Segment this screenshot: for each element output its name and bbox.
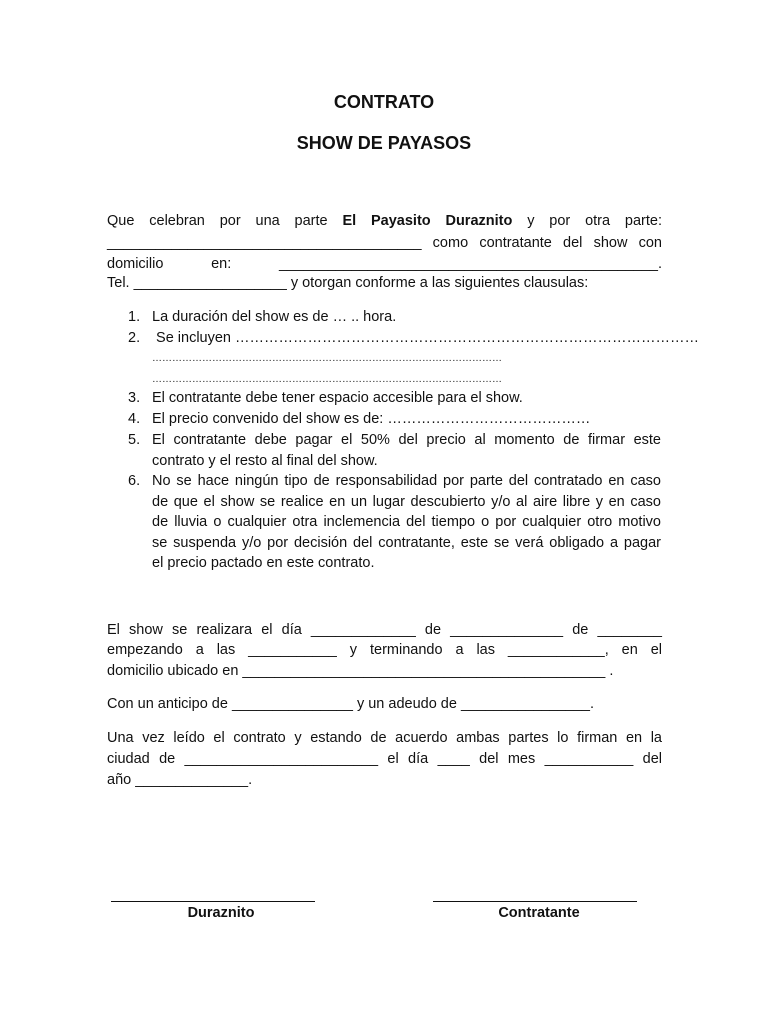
clause-6-line-1: No se hace ningún tipo de responsabilidad por parte del contratado en caso (152, 473, 661, 489)
clause-number: 5. (128, 432, 141, 448)
intro-text-a: Que celebran por una parte (107, 213, 343, 229)
document-subtitle: SHOW DE PAYASOS (296, 133, 472, 153)
intro-line-3: domicilio en: _______________________________________________. (107, 256, 662, 272)
signature-label-right: Contratante (498, 905, 580, 921)
payaso-name: El Payasito Duraznito (342, 213, 513, 229)
clause-6-line-4: se suspenda y/o por decisión del contratante, este se verá obligado a pagar (152, 535, 661, 551)
closing-line-2: ciudad de ________________________ el día ____ del mes ___________ del (107, 751, 662, 767)
schedule-line-1: El show se realizara el día _____________ de ______________ de ________ (107, 622, 662, 638)
intro-line-1 (107, 212, 662, 230)
clause-3-line: El contratante debe tener espacio accesible para el show. (152, 390, 523, 406)
clause-number: 3. (128, 390, 141, 406)
clause-6-line-5: el precio pactado en este contrato. (152, 555, 375, 571)
clause-2-line-2: …………………………………………………………………………………………… (152, 353, 502, 364)
clause-5-line-2: contrato y el resto al final del show. (152, 453, 378, 469)
closing-line-3: año ______________. (107, 772, 253, 788)
clause-2-line-1: Se incluyen …………………………………………………………………………………… (152, 330, 700, 346)
clause-1-line: La duración del show es de … .. hora. (152, 309, 397, 325)
clause-number: 6. (128, 473, 141, 489)
closing-line-1: Una vez leído el contrato y estando de acuerdo ambas partes lo firman en la (107, 730, 662, 746)
clause-number: 4. (128, 411, 141, 427)
schedule-line-3: domicilio ubicado en _____________________________________________ . (107, 663, 614, 679)
signature-line-left (111, 901, 315, 902)
clause-number: 1. (128, 309, 141, 325)
clause-number: 2. (128, 330, 141, 346)
signature-line-right (433, 901, 637, 902)
schedule-line-2: empezando a las ___________ y terminando a las ____________, en el (107, 642, 662, 658)
clause-4-line: El precio convenido del show es de: …………………………………… (152, 411, 591, 427)
clause-2-line-3: …………………………………………………………………………………………… (152, 374, 502, 385)
signature-label-left: Duraznito (187, 905, 255, 921)
clause-6-line-3: de lluvia o cualquier otra inclemencia del tiempo o por cualquier otro motivo (152, 514, 661, 530)
intro-line-4: Tel. ___________________ y otorgan conforme a las siguientes clausulas: (107, 275, 589, 291)
clause-6-line-2: de que el show se realice en un lugar descubierto y/o al aire libre y en caso (152, 494, 661, 510)
intro-text-c: y por otra parte: (512, 213, 662, 229)
intro-line-2: _______________________________________ como contratante del show con (107, 235, 662, 251)
payment-line: Con un anticipo de _______________ y un adeudo de ________________. (107, 696, 595, 712)
clause-5-line-1: El contratante debe pagar el 50% del precio al momento de firmar este (152, 432, 661, 448)
document-title: CONTRATO (333, 92, 435, 112)
